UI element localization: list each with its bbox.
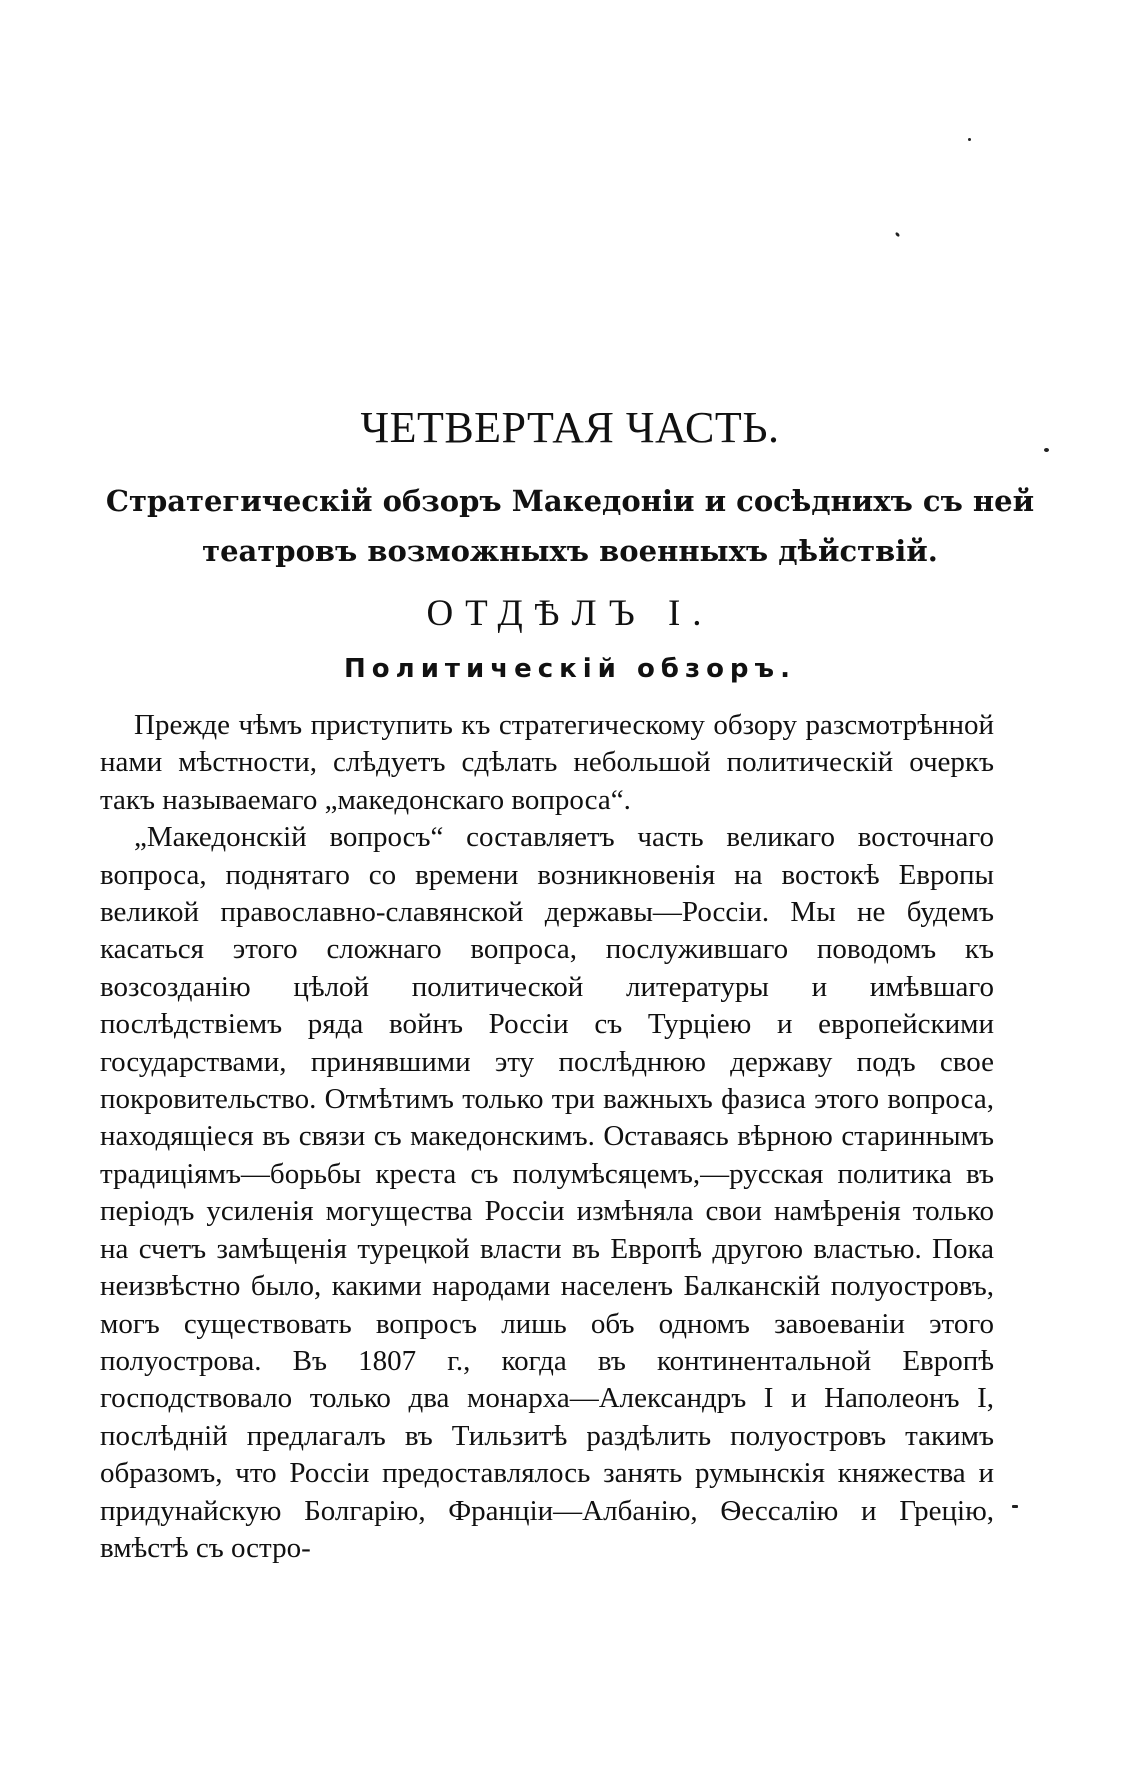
paragraph: Прежде чѣмъ приступить къ стратегическому обзору разсмотрѣнной нами мѣстности, слѣдуетъ сдѣлать небольшой политическій очеркъ такъ называемаго „македонскаго вопроса“. <box>100 709 994 816</box>
print-speck <box>1012 1505 1018 1508</box>
print-speck <box>895 232 901 238</box>
paragraph: „Македонскій вопросъ“ составляетъ часть великаго восточнаго вопроса, поднятаго со времени возникновенія на востокѣ Европы великой православно-славянской державы—Россіи. Мы не будемъ касаться этого сложнаго вопроса, послужившаго поводомъ къ возсозданію цѣлой политической литературы и имѣвшаго послѣдствіемъ ряда войнъ Россіи съ Турціею и европейскими государствами, принявшими эту послѣднюю державу подъ свое покровительство. Отмѣтимъ только три важныхъ фазиса этого вопроса, находящіеся въ связи съ македонскимъ. Оставаясь вѣрною стариннымъ традиціямъ—борьбы креста съ полумѣсяцемъ,—русская политика въ періодъ усиленія могущества Россіи измѣняла свои намѣренія только на счетъ замѣщенія турецкой власти въ Европѣ другою властью. Пока неизвѣстно было, какими народами населенъ Балканскій полуостровъ, могъ существовать вопросъ лишь объ одномъ завоеваніи этого полуострова. Въ 1807 г., когда въ континентальной Европѣ господствовало только два монарха—Александръ I и Наполеонъ I, послѣдній предлагалъ въ Тильзитѣ раздѣлить полуостровъ такимъ образомъ, что Россіи предоставлялось занять румынскія княжества и придунайскую Болгарію, Франціи—Албанію, Ѳессалію и Грецію, вмѣстѣ съ остро- <box>100 821 994 1564</box>
part-title: ЧЕТВЕРТАЯ ЧАСТЬ. <box>360 403 780 452</box>
body-text <box>100 707 994 1567</box>
part-subtitle: Стратегическій обзоръ Македоніи и сосѣднихъ съ ней театровъ возможныхъ военныхъ дѣйствій. <box>105 484 1035 568</box>
section-title: ОТДѢЛЪ I. <box>426 593 714 634</box>
section-subtitle: Политическій обзоръ. <box>344 654 796 684</box>
print-speck <box>968 138 971 141</box>
